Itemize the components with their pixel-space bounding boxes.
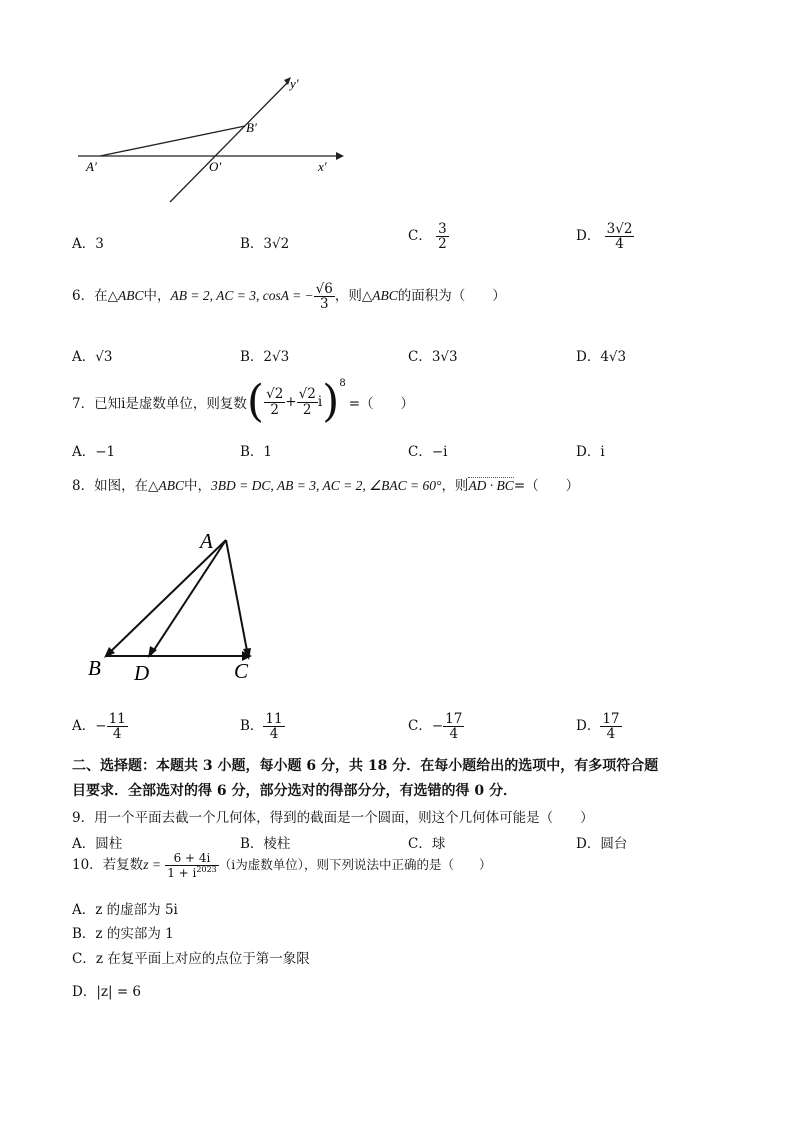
q7-option-d: D．i — [576, 444, 605, 460]
q7-stem-end: =（ ） — [348, 396, 414, 412]
q5-d-den: 4 — [615, 236, 624, 253]
point-a-label: A′ — [86, 159, 97, 174]
q10-stem-post: （i为虚数单位），则下列说法中正确的是（ ） — [218, 857, 492, 873]
q10-den-exp: 2023 — [196, 864, 217, 874]
q10-stem-pre: 10．若复数 — [72, 857, 144, 874]
q6-option-a: A．√3 — [72, 349, 113, 365]
q6-stem-pre: 6．在△ — [72, 288, 118, 305]
vertex-a-label: A — [200, 529, 213, 553]
q5-option-d — [576, 222, 634, 251]
q9-option-b: B．棱柱 — [240, 836, 291, 852]
x-axis-label: x′ — [318, 159, 327, 174]
q5-c-den: 2 — [438, 236, 447, 253]
q5-option-b-root: √2 — [272, 236, 290, 252]
y-axis-label: y′ — [290, 76, 299, 91]
q9-stem: 9．用一个平面去截一个几何体，得到的截面是一个圆面，则这个几何体可能是（ ） — [72, 810, 594, 826]
q8-stem-then: ，则 — [441, 478, 469, 494]
q5-d-num: 3√2 — [606, 221, 633, 237]
q8-stem-end: =（ ） — [513, 478, 580, 494]
q6-stem-post: ，则△ — [334, 288, 373, 305]
q8-option-a — [72, 712, 128, 741]
q10-num: 6 + 4i — [165, 852, 219, 866]
q10-z-eq: z = — [143, 857, 161, 873]
q8-a-pre: A．− — [72, 718, 107, 735]
q8-option-c — [408, 712, 464, 741]
q10-stem — [72, 852, 492, 879]
q7-right-paren: ) — [322, 376, 340, 427]
q7-f2-num: √2 — [298, 386, 316, 403]
q8-c-den: 4 — [449, 726, 459, 743]
q8-d-den: 4 — [606, 726, 616, 743]
q9-option-d: D．圆台 — [576, 836, 628, 852]
q7-i: i — [317, 394, 323, 410]
q10-den: 1 + i — [167, 865, 197, 880]
q7-stem-pre: 7．已知i是虚数单位，则复数 — [72, 396, 247, 412]
q8-c-pre: C．− — [408, 718, 444, 735]
q9-option-c: C．球 — [408, 836, 446, 852]
q6-option-c: C．3√3 — [408, 349, 458, 365]
q8-abc: ABC — [158, 478, 184, 493]
q8-d-pre: D． — [576, 718, 601, 735]
q5-c-num: 3 — [438, 221, 447, 237]
triangle-figure — [82, 528, 262, 688]
q6-abc2: ABC — [372, 288, 398, 304]
q6-stem-mid: 中， — [143, 288, 171, 305]
q8-a-num: 11 — [108, 711, 126, 727]
q8-b-num: 11 — [265, 711, 283, 727]
q6-option-b: B．2√3 — [240, 349, 290, 365]
q5-option-b — [240, 232, 289, 252]
q7-f1-num: √2 — [266, 386, 284, 403]
q7-plus: + — [285, 394, 297, 410]
q6-option-d: D．4√3 — [576, 349, 627, 365]
q5-option-d-label: D． — [576, 228, 601, 245]
q5-option-b-label: B．3 — [240, 236, 273, 252]
q9-option-a: A．圆柱 — [72, 836, 123, 852]
q8-option-d — [576, 712, 622, 741]
q5-option-a: A．3 — [72, 236, 104, 252]
q7-option-b: B．1 — [240, 444, 273, 460]
section2-line1: 二、选择题：本题共 3 小题，每小题 6 分，共 18 分．在每小题给出的选项中，有多项符合题 — [72, 758, 659, 774]
q7-f1-den: 2 — [270, 401, 279, 418]
point-b-label: B′ — [246, 120, 257, 135]
q6-stem — [72, 282, 506, 311]
point-d-label: D — [134, 661, 150, 685]
q8-option-b — [240, 712, 285, 741]
q6-abc: ABC — [117, 288, 144, 304]
q7-option-c: C．−i — [408, 444, 448, 460]
q6-frac-den: 3 — [319, 296, 329, 313]
q5-option-c — [408, 222, 449, 251]
q10-option-b: B．z 的实部为 1 — [72, 926, 174, 942]
q8-conditions: 3BD = DC, AB = 3, AC = 2, ∠BAC = 60° — [210, 478, 442, 493]
q5-option-c-label: C． — [408, 228, 432, 245]
q8-vector-expr: AD · BC — [468, 478, 514, 493]
section2-line2: 目要求．全部选对的得 6 分，部分选对的得部分分，有选错的得 0 分． — [72, 783, 517, 799]
vertex-c-label: C — [234, 659, 249, 683]
q10-option-d: D．|z| = 6 — [72, 984, 142, 1000]
q8-b-pre: B． — [240, 718, 264, 735]
q7-left-paren: ( — [246, 376, 265, 427]
q8-b-den: 4 — [269, 726, 279, 743]
q10-option-a: A．z 的虚部为 5i — [72, 902, 178, 918]
oblique-axes-figure — [78, 72, 348, 204]
point-o-label: O′ — [209, 159, 222, 174]
q8-a-den: 4 — [112, 726, 122, 743]
q7-f2-den: 2 — [302, 401, 312, 418]
q8-c-num: 17 — [445, 711, 463, 727]
q6-stem-end: 的面积为（ ） — [397, 288, 506, 305]
q8-stem-pre: 8．如图，在△ — [72, 478, 159, 494]
q7-exponent: 8 — [339, 378, 346, 389]
q6-frac-num: √6 — [315, 281, 333, 297]
q7-option-a: A．−1 — [72, 444, 116, 460]
q8-stem-mid: 中， — [183, 478, 211, 494]
vertex-b-label: B — [88, 656, 101, 680]
q7-stem — [72, 376, 414, 427]
q8-d-num: 17 — [602, 711, 620, 727]
q10-option-c: C．z 在复平面上对应的点位于第一象限 — [72, 951, 310, 967]
q6-conditions: AB = 2, AC = 3, cosA = − — [170, 288, 314, 304]
q8-stem — [72, 474, 579, 494]
